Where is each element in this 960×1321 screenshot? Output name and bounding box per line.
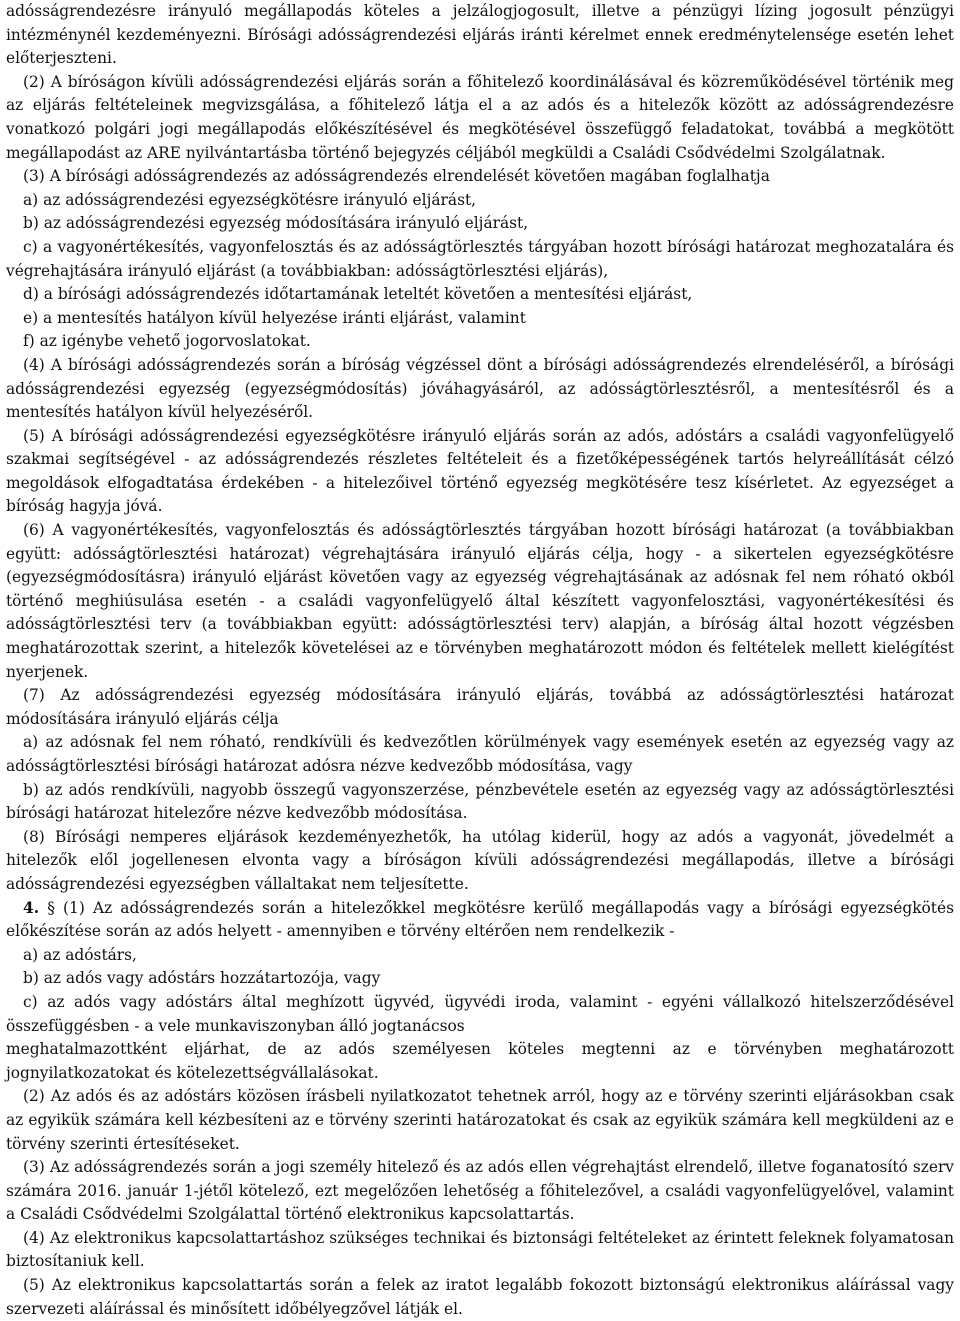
- paragraph-text: a) az adósnak fel nem róható, rendkívüli és kedvezőtlen körülmények vagy események esetén az egyezség vagy az adósságtörlesztési bírósági határozat adósra nézve kedvezőbb módosítása, vagy: [6, 733, 954, 775]
- paragraph-text: (2) A bíróságon kívüli adósságrendezési eljárás során a főhitelező koordinálásával és közreműködésével történik meg az eljárás feltételeinek megvizsgálása, a főhitelező látja el a az adós és a hitelezők között az adósságrendezésre vonatkozó polgári jogi megállapodás előkészítésével és megkötésével összefüggő feladatokat, továbbá a megkötött megállapodást az ARE nyilvántartásba történő bejegyzés céljából megküldi a Családi Csődvédelmi Szolgálatnak.: [6, 72, 954, 162]
- paragraph: [6, 944, 954, 968]
- paragraph-text: a) az adóstárs,: [23, 945, 137, 964]
- paragraph-text: (3) Az adósságrendezés során a jogi személy hitelező és az adós ellen végrehajtást elrendelő, illetve foganatosító szerv számára 2016. január 1-jétől kötelező, ezt megelőzően lehetőség a főhitelezővel, a családi vagyonfelügyelővel, valamint a Családi Csődvédelmi Szolgálattal történő elektronikus kapcsolattartás.: [6, 1158, 954, 1224]
- paragraph: [6, 1227, 954, 1274]
- paragraph-text: b) az adósságrendezési egyezség módosítására irányuló eljárást,: [23, 214, 529, 233]
- paragraph-text: (8) Bírósági nemperes eljárások kezdeményezhetők, ha utólag kiderül, hogy az adós a vagyonát, jövedelmét a hitelezők elől jogellenesen elvonta vagy a bíróságon kívüli adósságrendezési megállapodás, illetve a bírósági adósságrendezési egyezségben vállaltakat nem teljesítette.: [6, 827, 954, 893]
- paragraph-text: (2) Az adós és az adóstárs közösen írásbeli nyilatkozatot tehetnek arról, hogy az e törvény szerinti eljárásokban csak az egyikük számára kell kézbesíteni az e törvény szerinti határozatokat és csak az egyikük számára kell megküldeni az e törvény szerinti értesítéseket.: [6, 1087, 954, 1153]
- paragraph: [6, 189, 954, 213]
- paragraph-text: (5) Az elektronikus kapcsolattartás során a felek az iratot legalább fokozott biztonságú elektronikus aláírással vagy szervezeti aláírással és minősített időbélyegzővel látják el.: [6, 1276, 954, 1318]
- paragraph: [6, 519, 954, 684]
- paragraph: [6, 212, 954, 236]
- paragraph-text: c) a vagyonértékesítés, vagyonfelosztás és az adósságtörlesztés tárgyában hozott bírósági határozat meghozatalára és végrehajtására irányuló eljárást (a továbbiakban: adósságtörlesztési eljárás),: [6, 237, 954, 280]
- paragraph: [6, 1085, 954, 1156]
- paragraph-text: e) a mentesítés hatályon kívül helyezése iránti eljárást, valamint: [23, 308, 526, 327]
- paragraph-text: b) az adós vagy adóstárs hozzátartozója, vagy: [23, 969, 381, 988]
- paragraph: [6, 236, 954, 283]
- paragraph: [6, 71, 954, 165]
- paragraph-text: a) az adósságrendezési egyezségkötésre irányuló eljárást,: [23, 190, 477, 209]
- paragraph: [6, 354, 954, 425]
- paragraph-text: (4) A bírósági adósságrendezés során a bíróság végzéssel dönt a bírósági adósságrendezés elrendeléséről, a bírósági adósságrendezési egyezség (egyezségmódosítás) jóváhagyásáról, az adósságtörlesztésről, a mentesítésről és a mentesítés hatályon kívül helyezéséről.: [6, 355, 954, 422]
- paragraph: [6, 897, 954, 944]
- paragraph: [6, 165, 954, 189]
- paragraph: [6, 283, 954, 307]
- paragraph: [6, 307, 954, 331]
- paragraph-text: (4) Az elektronikus kapcsolattartáshoz szükséges technikai és biztonsági feltételeket az érintett feleknek folyamatosan biztosítaniuk kell.: [6, 1228, 954, 1271]
- paragraph: [6, 967, 954, 991]
- paragraph-text: d) a bírósági adósságrendezés időtartamának leteltét követően a mentesítési eljárást,: [23, 285, 693, 304]
- paragraph: [6, 0, 954, 71]
- section-number: 4.: [23, 898, 40, 917]
- paragraph-text: c) az adós vagy adóstárs által meghízott ügyvéd, ügyvédi iroda, valamint - egyéni vállalkozó hitelszerződésével összefüggésben - a vele munkaviszonyban álló jogtanácsos: [6, 992, 954, 1035]
- paragraph-text: meghatalmazottként eljárhat, de az adós személyesen köteles megtenni az e törvényben meghatározott jognyilatkozatokat és kötelezettségvállalásokat.: [6, 1040, 954, 1082]
- paragraph-text: (6) A vagyonértékesítés, vagyonfelosztás és adósságtörlesztés tárgyában hozott bírósági határozat (a továbbiakban együtt: adósságtörlesztési határozat) végrehajtására irányuló eljárás célja, hogy - a sikertelen egyezségkötésre (egyezségmódosításra) irányuló eljárást követően vagy az egyezség végrehajtásának az adósnak fel nem róható okból történő meghiúsulása esetén - a családi vagyonfelügyelő által készített vagyonfelosztási, vagyonértékesítési és adósságtörlesztési terv (a továbbiakban együtt: adósságtörlesztési terv) alapján, a bíróság által hozott végzésben meghatározottak szerint, a hitelezők követelései az e törvényben meghatározott módon és feltételek mellett kielégítést nyerjenek.: [6, 521, 954, 681]
- paragraph: [6, 731, 954, 778]
- paragraph-text: § (1) Az adósságrendezés során a hitelezőkkel megkötésre kerülő megállapodás vagy a bírósági egyezségkötés előkészítése során az adós helyett - amennyiben e törvény eltérően nem rendelkezik -: [6, 898, 954, 941]
- paragraph-text: (7) Az adósságrendezési egyezség módosítására irányuló eljárás, továbbá az adósságtörlesztési határozat módosítására irányuló eljárás célja: [6, 686, 954, 728]
- paragraph-text: (5) A bírósági adósságrendezési egyezségkötésre irányuló eljárás során az adós, adóstárs a családi vagyonfelügyelő szakmai segítségével - az adósságrendezés részletes feltételeit és a fizetőképességének tartós helyreállítását célzó megoldások elfogadtatása érdekében - a hitelezőivel történő egyezség megkötésére tesz kísérletet. Az egyezséget a bíróság hagyja jóvá.: [6, 426, 954, 516]
- paragraph: [6, 826, 954, 897]
- paragraph: [6, 1274, 954, 1321]
- paragraph: [6, 330, 954, 354]
- paragraph: [6, 425, 954, 519]
- paragraph: [6, 1156, 954, 1227]
- paragraph: [6, 1038, 954, 1085]
- paragraph: [6, 684, 954, 731]
- paragraph-text: (3) A bírósági adósságrendezés az adósságrendezés elrendelését követően magában foglalhatja: [23, 167, 770, 186]
- paragraph-text: adósságrendezésre irányuló megállapodás köteles a jelzálogjogosult, illetve a pénzügyi lízing jogosult pénzügyi intézménynél kezdeményezni. Bírósági adósságrendezési eljárás iránti kérelmet ennek eredménytelensége esetén lehet előterjeszteni.: [6, 2, 954, 68]
- paragraph-text: b) az adós rendkívüli, nagyobb összegű vagyonszerzése, pénzbevétele esetén az egyezség vagy az adósságtörlesztési bírósági határozat hitelezőre nézve kedvezőbb módosítása.: [6, 780, 954, 823]
- paragraph: [6, 779, 954, 826]
- paragraph-text: f) az igénybe vehető jogorvoslatokat.: [23, 332, 311, 351]
- paragraph: [6, 991, 954, 1038]
